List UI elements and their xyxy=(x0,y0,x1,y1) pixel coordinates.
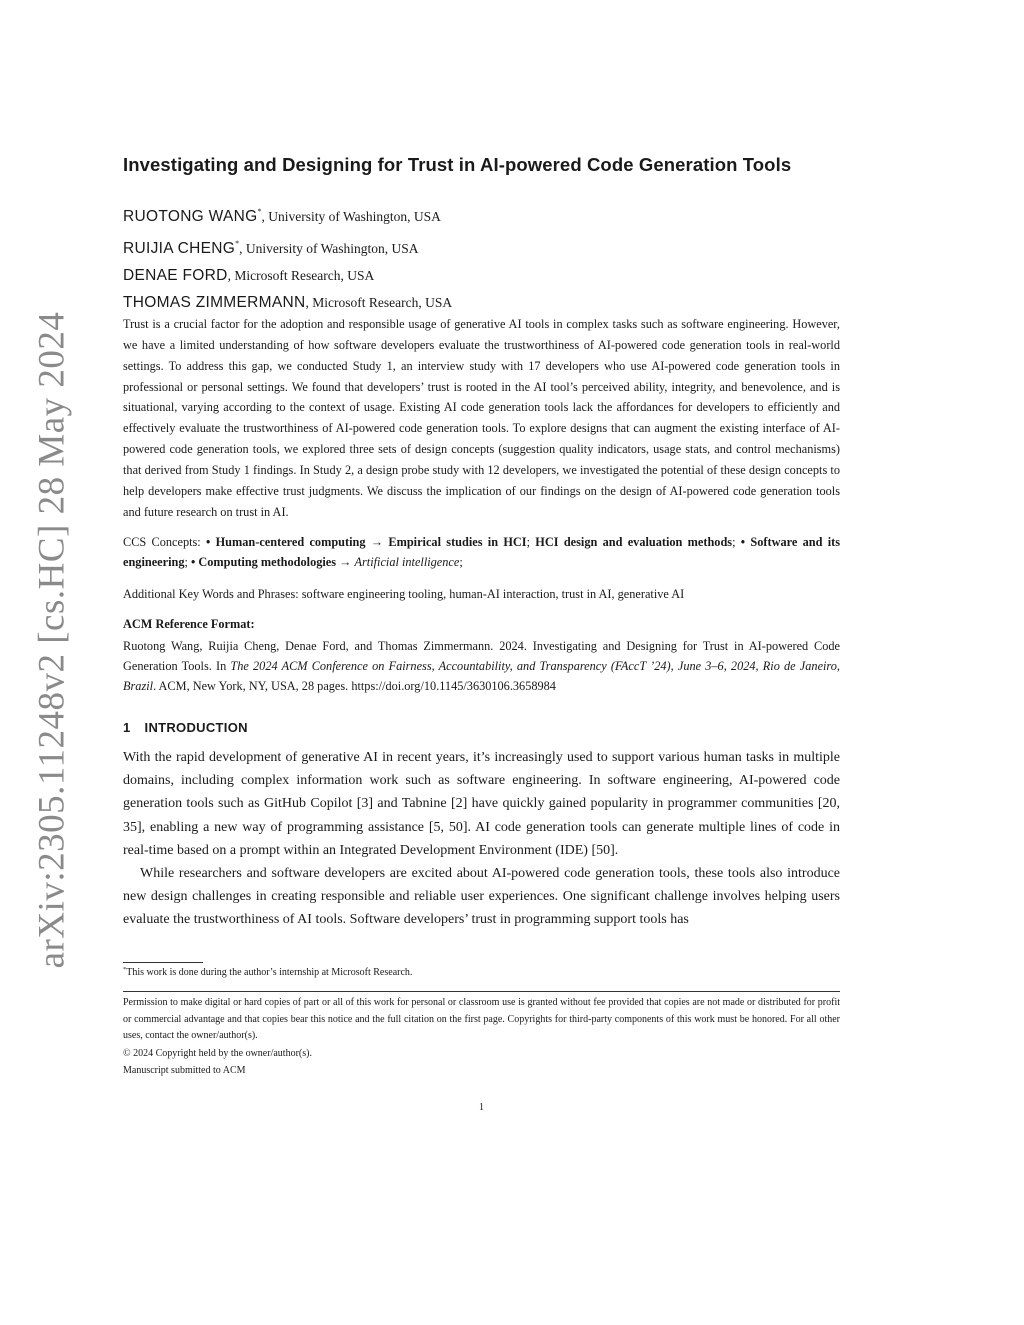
copyright-notice: © 2024 Copyright held by the owner/author(s). xyxy=(123,1048,312,1059)
ccs-arrow: → xyxy=(365,535,389,549)
ccs-end: ; xyxy=(459,555,463,569)
intro-paragraph: With the rapid development of generative AI in recent years, it’s increasingly used to support various human tasks in multiple domains, including complex information work such as software engineering. In software engineering, AI-powered code generation tools such as GitHub Copilot [3] and Tabnine [2] have quickly gained popularity in programmer communities [20, 35], enabling a new way of programming assistance [5, 50]. AI code generation tools can generate multiple lines of code in real-time based on a prompt within an Integrated Development Environment (IDE) [50]. xyxy=(123,750,840,858)
reference-text: Ruotong Wang, Ruijia Cheng, Denae Ford, and Thomas Zimmermann. 2024. Investigating and Designing for Trust in AI-powered Code Generation Tools. In xyxy=(123,639,840,673)
ccs-concepts xyxy=(123,532,840,572)
ccs-term: Artificial intelligence xyxy=(354,555,460,569)
footnote-mark: * xyxy=(123,966,127,973)
intro-paragraph: While researchers and software developers are excited about AI-powered code generation tools, these tools also introduce new design challenges in creating responsible and reliable user experiences. One significant challenge involves helping users evaluate the trustworthiness of AI tools. Software developers’ trust in programming support tools has xyxy=(123,866,840,928)
author-entry xyxy=(123,198,840,230)
ccs-term: HCI design and evaluation methods xyxy=(535,535,733,549)
reference-format xyxy=(123,636,840,696)
section-heading xyxy=(123,720,840,735)
ccs-bullet: • Human-centered computing xyxy=(206,535,366,549)
permission-notice: Permission to make digital or hard copies of part or all of this work for personal or classroom use is granted without fee provided that copies are not made or distributed for profit or commercial advantage and that copies bear this notice and the full citation on the first page. Copyrights for third-party components of this work must be honored. For all other uses, contact the owner/author(s). xyxy=(123,997,840,1042)
page-number: 1 xyxy=(479,1102,484,1113)
author-list xyxy=(123,198,840,316)
footnote-text: This work is done during the author’s internship at Microsoft Research. xyxy=(126,967,413,978)
author-affiliation: , University of Washington, USA xyxy=(239,241,419,256)
author-entry xyxy=(123,289,840,316)
reference-heading: ACM Reference Format: xyxy=(123,617,255,631)
author-name: RUIJIA CHENG xyxy=(123,240,236,257)
abstract: Trust is a crucial factor for the adoption and responsible usage of generative AI tools in complex tasks such as software engineering. However, we have a limited understanding of how software developers evaluate the trustworthiness of AI-powered code generation tools in real-world settings. To address this gap, we conducted Study 1, an interview study with 17 developers who use AI-powered code generation tools in professional or personal settings. We found that developers’ trust is rooted in the AI tool’s perceived ability, integrity, and benevolence, and is situational, varying according to the context of usage. Existing AI code generation tools lack the affordances for developers to efficiently and effectively evaluate the trustworthiness of AI-powered code generation tools. To explore designs that can augment the existing interface of AI-powered code generation tools, we explored three sets of design concepts (suggestion quality indicators, usage stats, and control mechanisms) that derived from Study 1 findings. In Study 2, a design probe study with 12 developers, we investigated the potential of these design concepts to help developers make effective trust judgments. We discuss the implication of our findings on the design of AI-powered code generation tools and future research on trust in AI. xyxy=(123,317,840,519)
ccs-bullet: • Software and its engineering xyxy=(123,535,840,569)
paper-title: Investigating and Designing for Trust in AI-powered Code Generation Tools xyxy=(123,154,792,175)
reference-venue: The 2024 ACM Conference on Fairness, Accountability, and Transparency (FAccT ’24), June 3–6, 2024, Rio de Janeiro, Brazil xyxy=(123,659,840,693)
author-mark: * xyxy=(257,207,262,216)
author-entry xyxy=(123,230,840,262)
footnote-rule xyxy=(123,962,203,963)
ccs-term: Empirical studies in HCI xyxy=(388,535,527,549)
ccs-arrow: → xyxy=(336,555,355,569)
author-affiliation: , Microsoft Research, USA xyxy=(227,268,375,283)
author-affiliation: , Microsoft Research, USA xyxy=(305,295,453,310)
section-number: 1 xyxy=(123,720,131,735)
keywords: Additional Key Words and Phrases: software engineering tooling, human-AI interaction, trust in AI, generative AI xyxy=(123,587,685,601)
author-mark: * xyxy=(235,239,240,248)
ccs-separator: ; xyxy=(184,555,191,569)
ccs-bullet: • Computing methodologies xyxy=(190,555,337,569)
ccs-separator: ; xyxy=(526,535,536,549)
section-title: INTRODUCTION xyxy=(144,720,248,735)
permission-rule xyxy=(123,991,840,992)
ccs-label: CCS Concepts: xyxy=(123,535,207,549)
manuscript-note: Manuscript submitted to ACM xyxy=(123,1065,246,1076)
footnote xyxy=(123,966,840,978)
reference-doi: . ACM, New York, NY, USA, 28 pages. https://doi.org/10.1145/3630106.3658984 xyxy=(153,679,556,693)
arxiv-stamp: arXiv:2305.11248v2 [cs.HC] 28 May 2024 xyxy=(31,311,73,969)
author-name: RUOTONG WANG xyxy=(123,208,258,225)
ccs-separator: ; xyxy=(732,535,741,549)
intro-body xyxy=(123,746,840,932)
author-affiliation: , University of Washington, USA xyxy=(261,209,441,224)
author-name: THOMAS ZIMMERMANN xyxy=(123,294,306,311)
author-name: DENAE FORD xyxy=(123,267,228,284)
author-entry xyxy=(123,262,840,289)
